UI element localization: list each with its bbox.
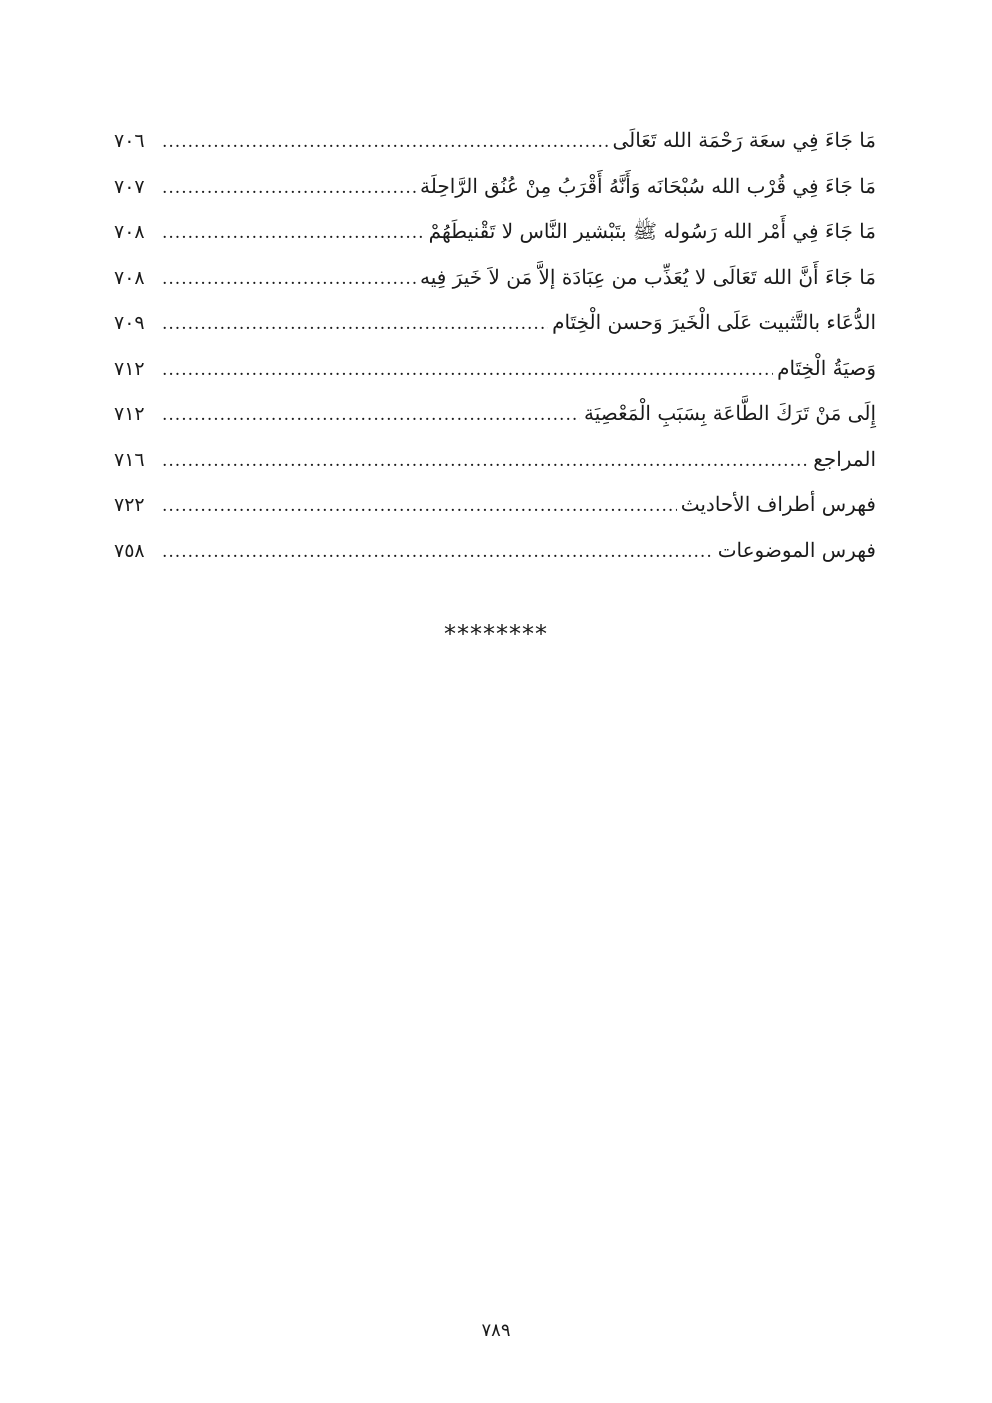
toc-dot-leader xyxy=(162,302,548,348)
toc-entry-title: مَا جَاءَ فِي قُرْب الله سُبْحَانَه وَأَنَّهُ أَقْرَبُ مِنْ عُنُق الرَّاحِلَة xyxy=(420,173,876,198)
toc-entry-page: ٧١٢ xyxy=(114,403,145,425)
toc-dot-leader xyxy=(162,348,773,394)
toc-dot-leader xyxy=(162,484,677,530)
toc-entry-title: فهرس الموضوعات xyxy=(717,537,876,562)
toc-entry-title: مَا جَاءَ فِي أَمْر الله رَسُوله ﷺ بتَبْشير النَّاس لا تَقْنيطَهُمْ xyxy=(428,219,876,243)
toc-entry xyxy=(114,346,876,392)
toc-entry xyxy=(114,528,876,574)
toc-dot-leader xyxy=(162,393,580,439)
toc-entry xyxy=(114,391,876,437)
toc-entry-page: ٧٢٢ xyxy=(114,494,145,516)
toc-entry-title: مَا جَاءَ فِي سعَة رَحْمَة الله تَعَالَى xyxy=(612,128,876,152)
toc-dot-leader xyxy=(162,166,416,212)
toc-entry-title: وَصيَةُ الْخِتَام xyxy=(777,355,876,380)
toc-entry-page: ٧٠٨ xyxy=(114,221,145,243)
toc-entry-page: ٧٠٦ xyxy=(114,130,145,152)
toc-entry-page: ٧١٦ xyxy=(114,448,145,471)
toc-entry-page: ٧٠٩ xyxy=(114,312,145,334)
toc-dot-leader xyxy=(162,211,425,257)
toc-entry-page: ٧١٢ xyxy=(114,357,145,380)
toc-entry xyxy=(114,164,876,210)
toc-entry xyxy=(114,255,876,301)
toc-entry xyxy=(114,300,876,346)
toc-entry xyxy=(114,118,876,164)
toc-entry-title: إِلَى مَنْ تَرَكَ الطَّاعَة بِسَبَبِ الْمَعْصِيَة xyxy=(584,401,876,425)
toc-dot-leader xyxy=(162,257,416,303)
toc-entry-page: ٧٠٨ xyxy=(114,266,145,289)
toc-entry-title: المراجع xyxy=(813,446,876,471)
toc-entry-title: فهرس أطراف الأحاديث xyxy=(680,492,876,516)
toc-entry-title: الدُّعَاء بالتَّثبيت عَلَى الْخَيرَ وَحسن الْخِتَام xyxy=(552,310,876,334)
asterisk-separator: ******** xyxy=(444,620,548,648)
table-of-contents xyxy=(114,118,876,573)
toc-entry xyxy=(114,209,876,255)
toc-dot-leader xyxy=(162,530,714,576)
toc-entry xyxy=(114,437,876,483)
toc-dot-leader xyxy=(162,439,809,485)
toc-dot-leader xyxy=(162,120,608,166)
toc-entry xyxy=(114,482,876,528)
page-number: ٧٨٩ xyxy=(481,1320,511,1341)
toc-entry-page: ٧٠٧ xyxy=(114,175,145,198)
toc-entry-page: ٧٥٨ xyxy=(114,539,145,562)
toc-entry-title: مَا جَاءَ أَنَّ الله تَعَالَى لا يُعَذِّب من عِبَادَة إلاَّ مَن لاَ خَيرَ فِيه xyxy=(419,264,876,289)
